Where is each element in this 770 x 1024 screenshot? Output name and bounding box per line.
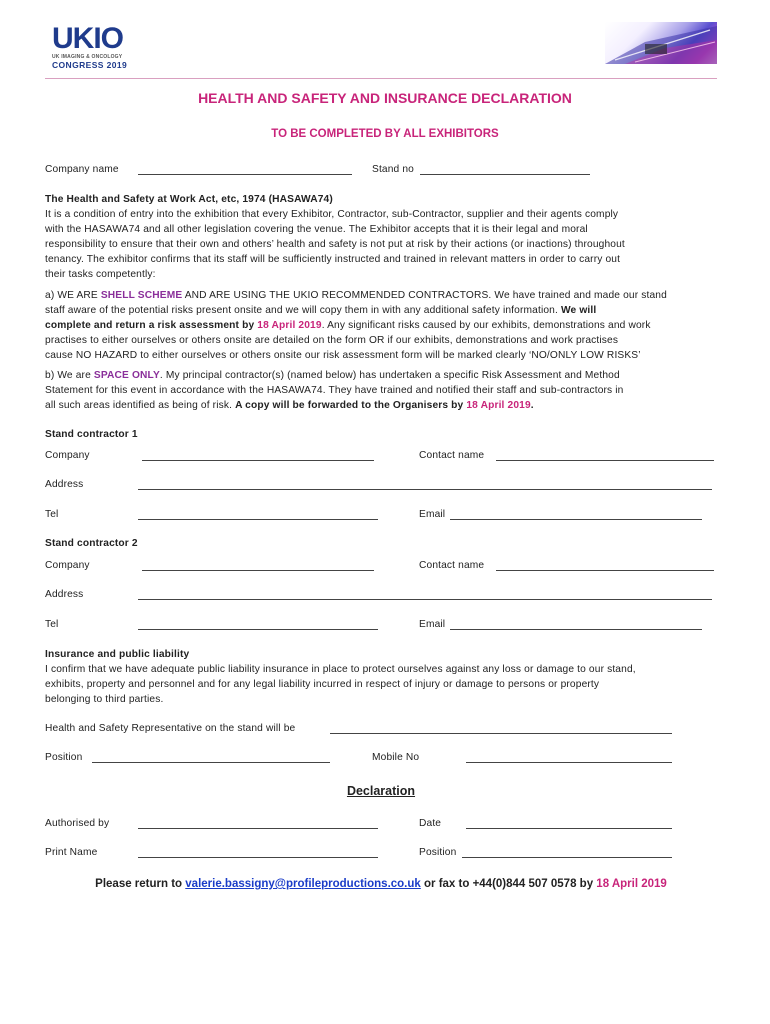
contractor1-address-field[interactable] xyxy=(138,489,712,490)
contractor2-address-field[interactable] xyxy=(138,599,712,600)
representative-label: Health and Safety Representative on the stand will be xyxy=(45,723,296,734)
rep-position-field[interactable] xyxy=(92,762,330,763)
return-deadline: 18 April 2019 xyxy=(596,878,667,890)
print-name-field[interactable] xyxy=(138,857,378,858)
hasawa-line-2: with the HASAWA74 and all other legislation covering the venue. The Exhibitor accepts that it is their legal and moral xyxy=(45,224,588,235)
header-divider xyxy=(45,78,717,79)
option-b-line-1 xyxy=(45,368,620,383)
option-a-line-2 xyxy=(45,303,596,318)
option-a-line2-text: staff aware of the potential risks present onsite and we will copy them in with any additional safety information. xyxy=(45,305,561,316)
option-a-rest: AND ARE USING THE UKIO RECOMMENDED CONTRACTORS. We have trained and made our stand xyxy=(182,290,667,301)
shell-scheme-highlight: SHELL SCHEME xyxy=(100,290,183,301)
insurance-line-2: exhibits, property and personnel and for any legal liability incurred in respect of injury or damage to persons or property xyxy=(45,679,600,690)
contractor2-contact-label: Contact name xyxy=(419,560,485,571)
date-label: Date xyxy=(419,818,442,829)
option-a-line-4: practises to either ourselves or others onsite are detailed on the form OR if our exhibits, demonstrations and work practises xyxy=(45,335,619,346)
contractor2-contact-field[interactable] xyxy=(496,570,714,571)
option-a-line-5: cause NO HAZARD to either ourselves or others onsite our risk assessment form will be marked clearly ‘NO/ONLY LOW RISKS’ xyxy=(45,350,641,361)
contractor2-heading: Stand contractor 2 xyxy=(45,538,138,549)
mobile-no-label: Mobile No xyxy=(372,752,420,763)
logo-congress: CONGRESS 2019 xyxy=(52,60,128,70)
option-a-line3-bold: complete and return a risk assessment by xyxy=(45,320,258,331)
option-b-line3-bold: A copy will be forwarded to the Organisers by xyxy=(235,400,467,411)
logo-subtitle: UK IMAGING & ONCOLOGY xyxy=(52,54,123,60)
contractor1-email-field[interactable] xyxy=(450,519,702,520)
option-b-line3-text: all such areas identified as being of risk. xyxy=(45,400,236,411)
page-title: HEALTH AND SAFETY AND INSURANCE DECLARATION xyxy=(198,90,572,106)
contractor1-contact-field[interactable] xyxy=(496,460,714,461)
option-a-line3-rest: . Any significant risks caused by our exhibits, demonstrations and work xyxy=(321,320,651,331)
insurance-line-1: I confirm that we have adequate public liability insurance in place to protect ourselves against any loss or damage to our stand, xyxy=(45,664,636,675)
contractor1-tel-label: Tel xyxy=(45,509,59,520)
option-a-deadline: 18 April 2019 xyxy=(257,320,322,331)
declaration-heading: Declaration xyxy=(346,784,416,798)
authorised-by-field[interactable] xyxy=(138,828,378,829)
return-email-link[interactable]: valerie.bassigny@profileproductions.co.uk xyxy=(185,878,421,890)
contractor2-email-label: Email xyxy=(419,619,446,630)
company-name-label: Company name xyxy=(45,164,119,175)
page-subtitle: TO BE COMPLETED BY ALL EXHIBITORS xyxy=(271,128,499,140)
hasawa-line-5: their tasks competently: xyxy=(45,269,156,280)
return-instructions xyxy=(0,878,762,890)
hasawa-line-1: It is a condition of entry into the exhibition that every Exhibitor, Contractor, sub-Contractor, supplier and their agents comply xyxy=(45,209,619,220)
stand-no-field[interactable] xyxy=(420,174,590,175)
mobile-no-field[interactable] xyxy=(466,762,672,763)
contractor1-company-label: Company xyxy=(45,450,90,461)
contractor2-company-label: Company xyxy=(45,560,90,571)
option-b-deadline: 18 April 2019 xyxy=(466,400,531,411)
banner-graphic xyxy=(605,22,717,64)
option-a-line2-bold: We will xyxy=(560,305,597,316)
date-field[interactable] xyxy=(466,828,672,829)
contractor2-address-label: Address xyxy=(45,589,84,600)
representative-field[interactable] xyxy=(330,733,672,734)
option-b-rest: . My principal contractor(s) (named below) has undertaken a specific Risk Assessment and Method xyxy=(159,370,620,381)
rep-position-label: Position xyxy=(45,752,83,763)
option-a-line-1 xyxy=(45,288,667,303)
contractor2-tel-field[interactable] xyxy=(138,629,378,630)
option-b-line-2: Statement for this event in accordance with the HASAWA74. They have trained and notified their staff and sub-contractors in xyxy=(45,385,624,396)
logo-text: UKIO xyxy=(52,22,123,55)
space-only-highlight: SPACE ONLY xyxy=(93,370,160,381)
option-a-prefix: a) WE ARE xyxy=(45,290,101,301)
option-b-line-3 xyxy=(45,398,534,413)
insurance-heading: Insurance and public liability xyxy=(45,649,190,660)
authorised-by-label: Authorised by xyxy=(45,818,110,829)
contractor1-contact-label: Contact name xyxy=(419,450,485,461)
contractor2-company-field[interactable] xyxy=(142,570,374,571)
return-prefix: Please return to xyxy=(95,878,186,890)
hasawa-line-3: responsibility to ensure that their own and others’ health and safety is not put at risk by their actions (or inactions) throughout xyxy=(45,239,625,250)
contractor1-company-field[interactable] xyxy=(142,460,374,461)
contractor1-email-label: Email xyxy=(419,509,446,520)
contractor2-email-field[interactable] xyxy=(450,629,702,630)
option-b-end: . xyxy=(530,400,534,411)
declaration-position-label: Position xyxy=(419,847,457,858)
option-b-prefix: b) We are xyxy=(45,370,94,381)
company-name-field[interactable] xyxy=(138,174,352,175)
insurance-line-3: belonging to third parties. xyxy=(45,694,164,705)
ukio-logo xyxy=(52,22,142,70)
print-name-label: Print Name xyxy=(45,847,98,858)
contractor2-tel-label: Tel xyxy=(45,619,59,630)
contractor1-address-label: Address xyxy=(45,479,84,490)
hasawa-heading: The Health and Safety at Work Act, etc, 1974 (HASAWA74) xyxy=(45,194,333,205)
option-a-line-3 xyxy=(45,318,651,333)
stand-no-label: Stand no xyxy=(372,164,414,175)
declaration-position-field[interactable] xyxy=(462,857,672,858)
contractor1-tel-field[interactable] xyxy=(138,519,378,520)
contractor1-heading: Stand contractor 1 xyxy=(45,429,138,440)
header-banner-image xyxy=(605,22,717,64)
return-middle: or fax to +44(0)844 507 0578 by xyxy=(420,878,597,890)
hasawa-line-4: tenancy. The exhibitor confirms that its staff will be sufficiently instructed and trained in relevant matters in order to carry out xyxy=(45,254,621,265)
